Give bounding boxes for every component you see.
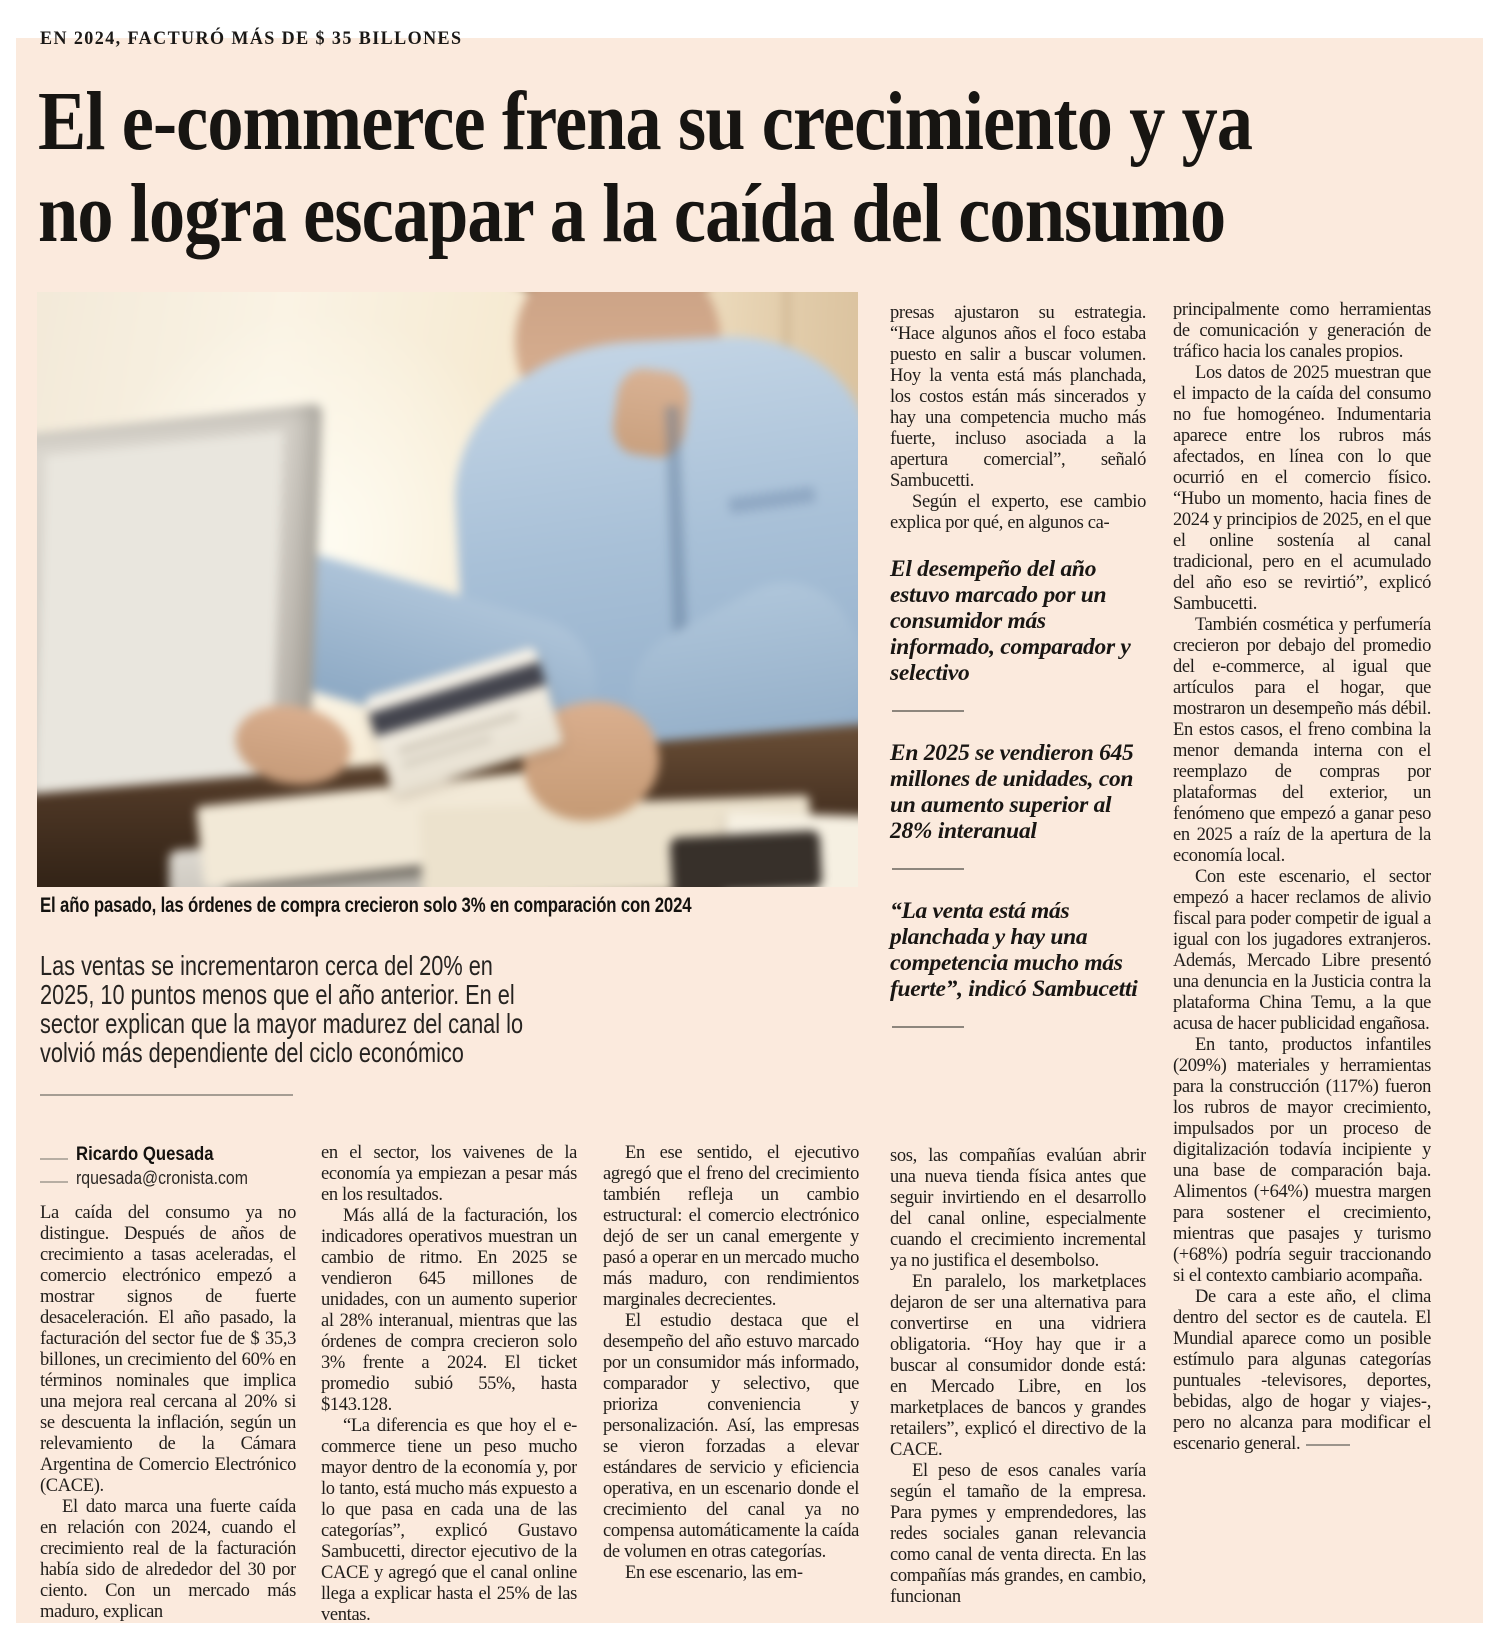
- paragraph: El estudio destaca que el desempeño del año estuvo marcado por un consumidor más informado, comparador y selectivo, que prioriza conveniencia y personalización. Así, las empresas se vieron forzadas a elevar estándares de servicio y eficiencia operativa, en un escenario donde el crecimiento del canal ya no compensa automáticamente la caída de volumen en otras categorías.: [603, 1311, 859, 1562]
- paragraph: También cosmética y perfumería crecieron por debajo del promedio del e-commerce, al igual que artículos para el hogar, que mostraron un desempeño más débil. En estos casos, el freno combina la menor demanda interna con el reemplazo de compras por plataformas del exterior, un fenómeno que empezó a ganar peso en 2025 a raíz de la apertura de la economía local.: [1173, 615, 1431, 866]
- photo-phone: [670, 830, 823, 887]
- byline-author: Ricardo Quesada: [76, 1144, 214, 1165]
- byline-email-link[interactable]: rquesada@cronista.com: [76, 1168, 248, 1188]
- kicker: EN 2024, FACTURÓ MÁS DE $ 35 BILLONES: [40, 28, 463, 49]
- paragraph: El peso de esos canales varía según el tamaño de la empresa. Para pymes y emprendedores, las redes sociales ganan relevancia como canal de venta directa. En las compañías más grandes, en cambio, funcionan: [890, 1461, 1146, 1607]
- pull-quote-divider: [892, 868, 964, 870]
- paragraph: sos, las compañías evalúan abrir una nueva tienda física antes que seguir invirtiendo en el desarrollo del canal online, especialmente cuando el crecimiento incremental ya no justifica el desembolso.: [890, 1146, 1146, 1271]
- headline: [38, 76, 1279, 260]
- credit-card-text-line: [402, 736, 492, 767]
- paragraph: principalmente como herramientas de comunicación y generación de tráfico hacia los canales propios.: [1173, 300, 1431, 362]
- paragraph: En paralelo, los marketplaces dejaron de ser una alternativa para convertirse en una vidriera obligatoria. “Hoy hay que ir a buscar al consumidor donde está: en Mercado Libre, en los marketplaces de bancos y grandes retailers”, explicó el directivo de la CACE.: [890, 1272, 1146, 1460]
- article-photo: [37, 292, 858, 887]
- body-column-2: [321, 1143, 577, 1623]
- photo-scene: [37, 292, 858, 887]
- paragraph-text: De cara a este año, el clima dentro del sector es de cautela. El Mundial aparece como un posible estímulo para algunas categorías puntuales -televisores, deportes, bebidas, algo de hogar y viajes-, pero no alcanza para modificar el escenario general.: [1173, 1287, 1431, 1454]
- paragraph: en el sector, los vaivenes de la economía ya empiezan a pesar más en los resultados.: [321, 1143, 577, 1205]
- paragraph: La caída del consumo ya no distingue. Después de años de crecimiento a tasas aceleradas, el comercio electrónico empezó a mostrar signos de fuerte desaceleración. El año pasado, la facturación del sector fue de $ 35,3 billones, un crecimiento del 60% en términos nominales que implica una mejora real cercana al 20% si se descuenta la inflación, según un relevamiento de la Cámara Argentina de Comercio Electrónico (CACE).: [40, 1203, 296, 1496]
- body-column-3: [603, 1143, 859, 1623]
- headline-line-2: no logra escapar a la caída del consumo: [38, 167, 1226, 260]
- paragraph: “La diferencia es que hoy el e-commerce tiene un peso mucho mayor dentro de la economía y, por lo tanto, está mucho más expuesto a lo que pasa en cada una de las categorías”, explicó Gustavo Sambucetti, director ejecutivo de la CACE y agregó que el canal online llega a explicar hasta el 25% de las ventas.: [321, 1416, 577, 1623]
- pull-quote: El desempeño del año estuvo marcado por un consumidor más informado, comparador y selectivo: [890, 556, 1131, 686]
- byline-dash: [40, 1181, 68, 1183]
- pull-quote: En 2025 se vendieron 645 millones de unidades, con un aumento superior al 28% interanual: [890, 740, 1134, 844]
- paragraph: En tanto, productos infantiles (209%) materiales y herramientas para la construcción (117%) fueron los rubros de mayor crecimiento, impulsados por un proceso de digitalización todavía incipiente y una base de comparación baja. Alimentos (+64%) muestra margen para sostener el crecimiento, mientras que pasajes y turismo (+68%) podría seguir traccionando si el contexto cambiario acompaña.: [1173, 1035, 1431, 1286]
- lede: Las ventas se incrementaron cerca del 20% en 2025, 10 puntos menos que el año anterior. En el sector explican que la mayor madurez del canal lo volvió más dependiente del ciclo económico: [40, 950, 524, 1068]
- pull-quote-divider: [892, 1026, 964, 1028]
- paragraph: presas ajustaron su estrategia. “Hace algunos años el foco estaba puesto en salir a buscar volumen. Hoy la venta está más planchada, los costos están más sincerados y hay una competencia mucho más fuerte, incluso asociada a la apertura comercial”, señaló Sambucetti.: [890, 303, 1146, 491]
- byline-divider: [40, 1094, 293, 1096]
- paragraph: En ese escenario, las em-: [625, 1563, 803, 1583]
- body-column-4-top: [890, 303, 1146, 555]
- photo-caption: El año pasado, las órdenes de compra crecieron solo 3% en comparación con 2024: [40, 893, 692, 917]
- paragraph: Los datos de 2025 muestran que el impacto de la caída del consumo no fue homogéneo. Indumentaria aparece entre los rubros más afectados, en línea con lo que ocurrió en el comercio físico. “Hubo un momento, hacia fines de 2024 y principios de 2025, en el que el online sostenía al canal tradicional, pero en el acumulado del año eso se revirtió”, explicó Sambucetti.: [1173, 363, 1431, 614]
- pull-quote: “La venta está más planchada y hay una competencia mucho más fuerte”, indicó Sambucetti: [890, 898, 1138, 1002]
- paragraph: Con este escenario, el sector empezó a hacer reclamos de alivio fiscal para poder competir de igual a igual con los jugadores extranjeros. Además, Mercado Libre presentó una denuncia en la Justicia contra la plataforma China Temu, a la que acusa de hacer publicidad engañosa.: [1173, 867, 1431, 1034]
- body-column-1: [40, 1203, 296, 1623]
- headline-line-1: El e-commerce frena su crecimiento y ya: [38, 75, 1253, 168]
- pull-quote-block: [890, 556, 1156, 1056]
- body-column-4-bottom: [890, 1146, 1146, 1623]
- body-column-5: [1173, 300, 1431, 1623]
- paragraph: El dato marca una fuerte caída en relación con 2024, cuando el crecimiento real de la facturación había sido de alrededor del 30 por ciento. Con un mercado más maduro, explican: [40, 1497, 296, 1622]
- paragraph: En ese sentido, el ejecutivo agregó que el freno del crecimiento también refleja un cambio estructural: el comercio electrónico dejó de ser un canal emergente y pasó a operar en un mercado mucho más maduro, con rendimientos marginales decrecientes.: [603, 1143, 859, 1310]
- article-end-mark: [1306, 1444, 1350, 1446]
- paragraph: Según el experto, ese cambio explica por qué, en algunos ca-: [890, 492, 1146, 533]
- paragraph: Más allá de la facturación, los indicadores operativos muestran un cambio de ritmo. En 2025 se vendieron 645 millones de unidades, con un aumento superior al 28% interanual, mientras que las órdenes de compra crecieron solo 3% frente a 2024. El ticket promedio subió 55%, hasta $143.128.: [321, 1206, 577, 1415]
- pull-quote-divider: [892, 710, 964, 712]
- byline-dash: [40, 1158, 68, 1160]
- paragraph: [1173, 1287, 1431, 1455]
